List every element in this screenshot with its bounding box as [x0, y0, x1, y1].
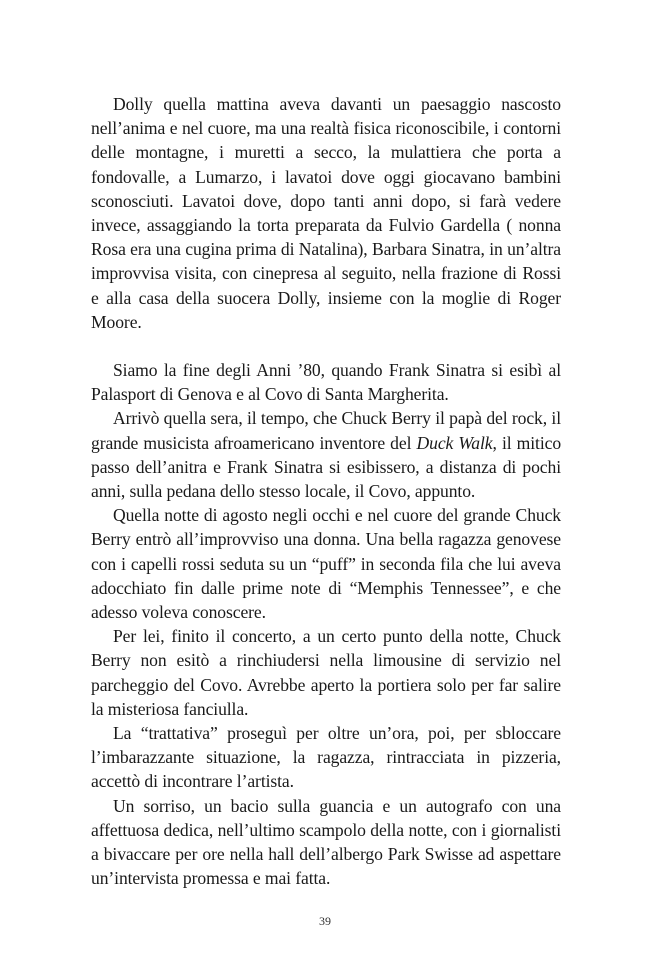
paragraph-autografo: Un sorriso, un bacio sulla guancia e un autografo con una affettuosa dedica, nell’ultimo scampolo della notte, con i giornalisti a bivaccare per ore nella hall dell’albergo Park Swisse ad aspettare un’intervista promessa e mai fatta.	[91, 795, 561, 889]
duck-walk-title: Duck Walk	[416, 432, 493, 453]
paragraph-limousine: Per lei, finito il concerto, a un certo punto della notte, Chuck Berry non esitò a rinchiudersi nella limousine di servizio nel parcheggio del Covo. Avrebbe aperto la portiera solo per far salire la misteriosa fanciulla.	[91, 626, 561, 719]
paragraph-chuck-berry-start: Arrivò quella sera, il tempo, che Chuck Berry il papà del rock, il grande musicista afroamericano inventore del	[91, 408, 561, 453]
section-break	[91, 334, 561, 358]
paragraph-agosto: Quella notte di agosto negli occhi e nel cuore del grande Chuck Berry entrò all’improvviso una donna. Una bella ragazza genovese con i capelli rossi seduta su un “puff” in seconda fila che lui aveva adocchiato fin dalle prime note di “Memphis Tennessee”, e che adesso voleva conoscere.	[91, 505, 561, 623]
body-text	[91, 92, 561, 891]
page-number: 39	[319, 914, 331, 928]
paragraph-trattativa: La “trattativa” proseguì per oltre un’ora, poi, per sbloccare l’imbarazzante situazione, la ragazza, rintracciata in pizzeria, accettò di incontrare l’artista.	[91, 723, 561, 792]
paragraph-chuck-berry-end: , il mitico passo dell’anitra e Frank Sinatra si esibissero, a distanza di pochi anni, sulla pedana dello stesso locale, il Covo, appunto.	[91, 432, 562, 502]
paragraph-sinatra: Siamo la fine degli Anni ’80, quando Frank Sinatra si esibì al Palasport di Genova e al Covo di Santa Margherita.	[91, 360, 561, 405]
paragraph-dolly: Dolly quella mattina aveva davanti un paesaggio nascosto nell’anima e nel cuore, ma una realtà fisica riconoscibile, i contorni delle montagne, i muretti a secco, la mulattiera che porta a fondovalle, a Lumarzo, i lavatoi dove oggi giocavano bambini sconosciuti. Lavatoi dove, dopo tanti anni dopo, si farà vedere invece, assaggiando la torta preparata da Fulvio Gardella ( nonna Rosa era una cugina prima di Natalina), Barbara Sinatra, in un’altra improvvisa visita, con cinepresa al seguito, nella frazione di Rossi e alla casa della suocera Dolly, insieme con la moglie di Roger Moore.	[91, 94, 561, 332]
paragraph-chuck-berry	[91, 406, 561, 503]
